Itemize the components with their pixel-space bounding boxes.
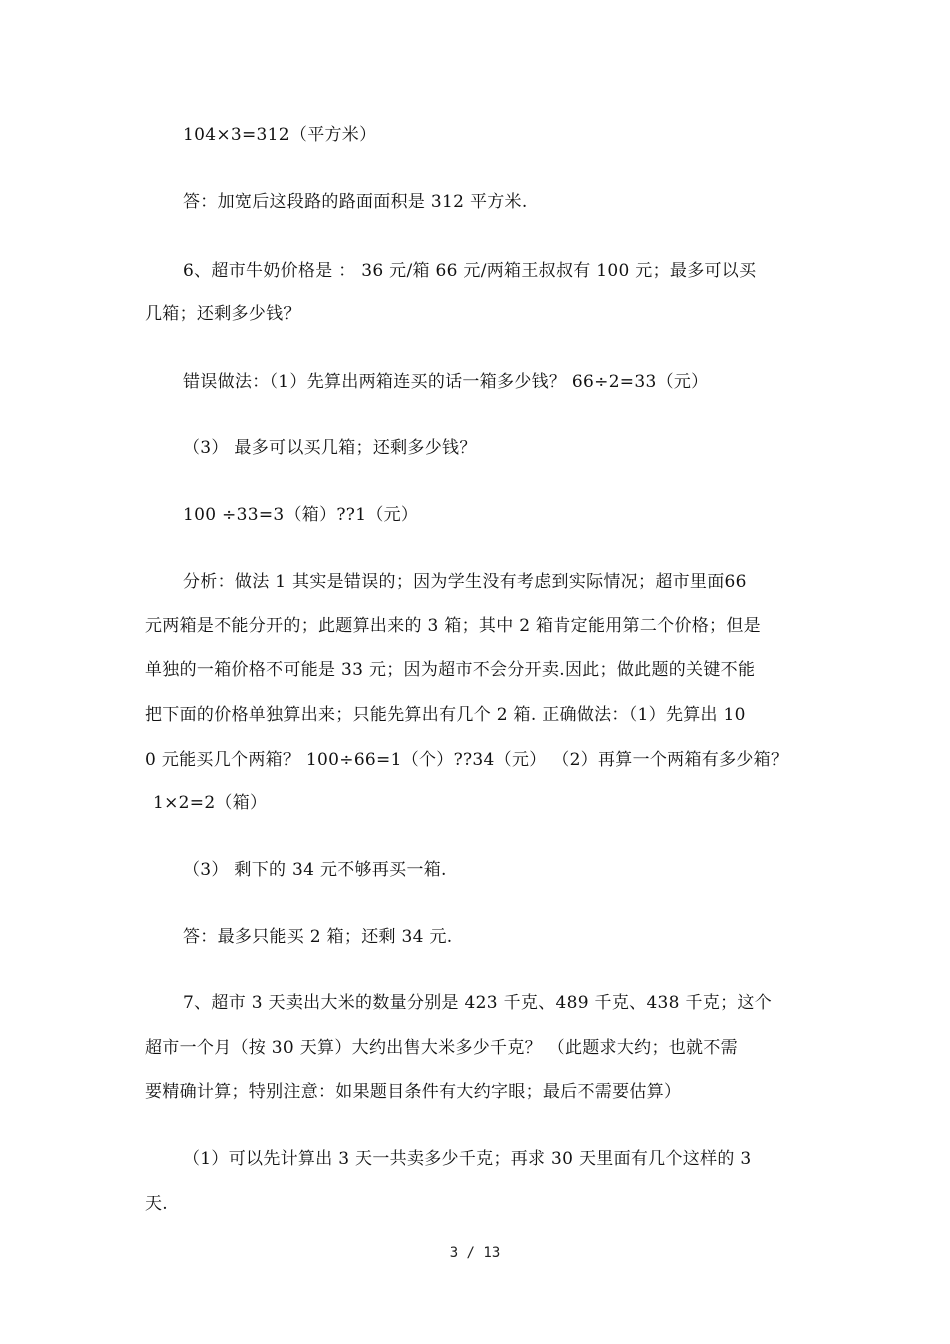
text-line: 0 元能买几个两箱？ 100÷66=1（个）??34（元） （2）再算一个两箱有多少箱？ xyxy=(145,750,789,770)
text-line: 元两箱是不能分开的；此题算出来的 3 箱；其中 2 箱肯定能用第二个价格；但是 xyxy=(145,616,761,636)
text-line: 单独的一箱价格不可能是 33 元；因为超市不会分开卖.因此；做此题的关键不能 xyxy=(145,660,756,680)
text-line: 几箱；还剩多少钱？ xyxy=(145,304,301,324)
page-number: 3 / 13 xyxy=(449,1245,501,1261)
text-line: 1×2=2（箱） xyxy=(153,793,268,813)
text-line: 答：最多只能买 2 箱；还剩 34 元. xyxy=(183,927,453,947)
text-line: 天. xyxy=(145,1194,169,1214)
text-line: （1）可以先计算出 3 天一共卖多少千克；再求 30 天里面有几个这样的 3 xyxy=(183,1149,752,1169)
text-line: 104×3=312（平方米） xyxy=(183,125,377,145)
text-line: （3） 剩下的 34 元不够再买一箱. xyxy=(183,860,447,880)
text-line: 6、超市牛奶价格是 ： 36 元/箱 66 元/两箱王叔叔有 100 元；最多可以买 xyxy=(183,261,757,281)
text-line: 分析：做法 1 其实是错误的；因为学生没有考虑到实际情况；超市里面66 xyxy=(183,572,747,592)
text-line: 错误做法：（1）先算出两箱连买的话一箱多少钱？ 66÷2=33（元） xyxy=(183,372,709,392)
text-line: 100 ÷33=3（箱）??1（元） xyxy=(183,505,419,525)
text-line: 超市一个月（按 30 天算）大约出售大米多少千克？ （此题求大约；也就不需 xyxy=(145,1038,738,1058)
text-line: 把下面的价格单独算出来；只能先算出有几个 2 箱. 正确做法：（1）先算出 10 xyxy=(145,705,746,725)
text-line: （3） 最多可以买几箱；还剩多少钱？ xyxy=(183,438,477,458)
text-line: 要精确计算；特别注意：如果题目条件有大约字眼；最后不需要估算） xyxy=(145,1082,682,1102)
text-line: 7、超市 3 天卖出大米的数量分别是 423 千克、489 千克、438 千克；这个 xyxy=(183,993,772,1013)
text-line: 答：加宽后这段路的路面面积是 312 平方米. xyxy=(183,192,528,212)
